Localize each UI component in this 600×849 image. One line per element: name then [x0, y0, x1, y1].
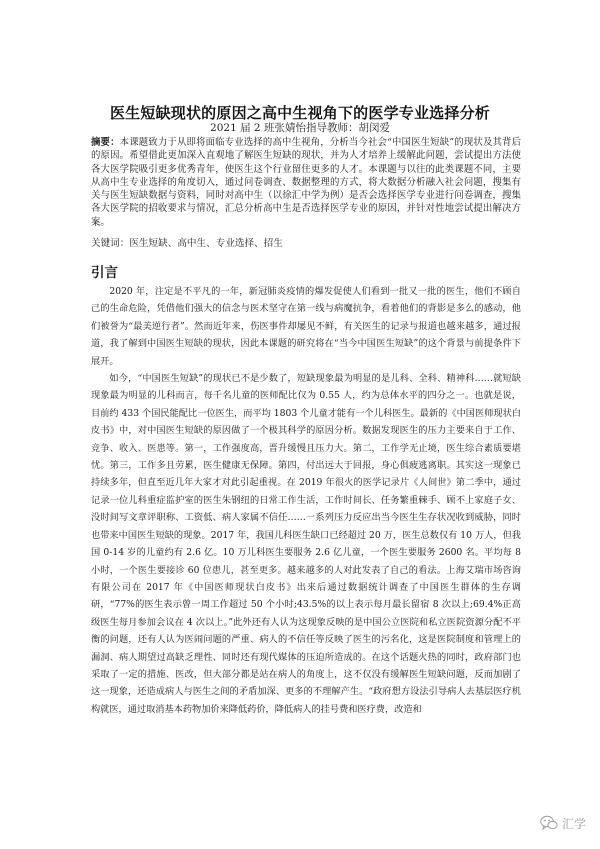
watermark-text: 汇学: [562, 816, 587, 831]
keywords-label: 关键词：: [91, 238, 130, 249]
wechat-icon: [540, 815, 558, 831]
body-text: [91, 283, 521, 718]
author-line: 2021 届 2 班张婧怡指导教师：胡闵爱: [210, 122, 390, 134]
watermark: [540, 813, 586, 833]
section-heading-intro: 引言: [91, 265, 118, 281]
keywords-text: 医生短缺、高中生、专业选择、招生: [129, 238, 283, 249]
paragraph: 如今，“中国医生短缺”的现状已不是少数了，短缺现象最为明显的是儿科、全科、精神科……就短缺现象最为明显的儿科而言，每千名儿童的医师配比仅为 0.55 人，约为总体水平的四分之一。也就是说，目前约 433 个国民能配比一位医生，而平均 1803 个儿童才能有一个儿科医生。最新的《中国医师现状白皮书》中，对中国医生短缺的原因做了一个极其科学的原因分析。数据发现医生的压力主要来自于工作、竞争、收入、医患等。第一，工作强度高，晋升缓慢且压力大。第二，工作学无止境，医生综合素质要堪忧。第三，工作多且劳累，医生健康无保障。第四，付出远大于回报，身心俱疲逃离职。其实这一现象已持续多年，但直至近几年大家才对此引起重视。在 2019 年很火的医学记录片《人间世》第二季中，通过记录一位儿科重症监护室的医生朱钢纽的日常工作生活，工作时间长、任务繁重棘手、顾不上家庭子女、没时间写文章评职称、工资低、病人家属不信任……一系列压力反应出当今医生生存状况收到威胁，同时也带来中国医生短缺的现象。2017 年，我国儿科医生缺口已经超过 20 万，医生总数仅有 10 万人，但我国 0-14 岁的儿童约有 2.6 亿。10 万儿科医生要服务 2.6 亿儿童，一个医生要服务 2600 名。平均每 8 小时，一个医生要接诊 60 位患儿，甚至更多。越来越多的人对此发表了自己的看法。上海艾瑞市场咨询有限公司在 2017 年《中国医师现状白皮书》出来后通过数据统计调查了中国医生群体的生存调研，“77%的医生表示曾一周工作超过 50 个小时;43.5%的以上表示每月最长留宿 8 次以上;69.4%正高级医生每月参加会议在 4 次以上。”此外还有人认为这现象反映的是中国公立医院和私立医院资源分配不平衡的问题，还有人认为医闹问题的严重、病人的不信任等反映了医生的污名化，这是医院制度和管理上的漏洞、病人期望过高缺乏理性、同时还有现代媒体的压迫所造成的。在这个话题火热的同时，政府部门也采取了一定的措施、医改，但大部分都是站在病人的角度上，这不仅没有缓解医生短缺问题，反而加剧了这一现象，还造成病人与医生之间的矛盾加深、更多的不理解产生。“政府想方设法引导病人去基层医疗机构就医，通过取消基本药物加价来降低药价，降低病人的挂号费和医疗费，改造和: [91, 373, 521, 715]
paragraph: 2020 年，注定是不平凡的一年，新冠肺炎疫情的爆发促使人们看到一批又一批的医生，他们不顾自己的生命危险，凭借他们强大的信念与医术坚守在第一线与病魔抗争，看着他们的背影是多么的感动，他们被誉为“最美逆行者”。然而近年来，伤医事件却屡见不鲜，有关医生的记录与报道也越来越多，通过报道，我了解到中国医生短缺的现状，因此本课题的研究将在“当今中国医生短缺”的这个背景与前提条件下展开。: [91, 286, 521, 367]
paper-title: 医生短缺现状的原因之高中生视角下的医学专业选择分析: [109, 104, 490, 123]
keywords: [91, 237, 521, 250]
abstract: [91, 136, 521, 229]
abstract-text: 本课题致力于从即将面临专业选择的高中生视角，分析当今社会“中国医生短缺”的现状及其背后的原因。希望借此更加深入直观地了解医生短缺的现状，并为人才培养上缓解此问题，尝试提出方法使各大医学院吸引更多优秀青年，使医生这个行业留住更多的人才。本课题与以往的此类课题不同，主要从高中生专业选择的角度切入，通过问卷调查、数据整理的方式，将大数据分析融入社会问题，搜集有关与医生短缺数据与资料，同时对高中生（以徐汇中学为例）是否会选择医学专业进行问卷调查，搜集各大医学院的招收要求与情况，汇总分析高中生是否选择医学专业的原因，并针对性地尝试提出解决方案。: [91, 137, 521, 228]
abstract-label: 摘要：: [91, 137, 120, 148]
